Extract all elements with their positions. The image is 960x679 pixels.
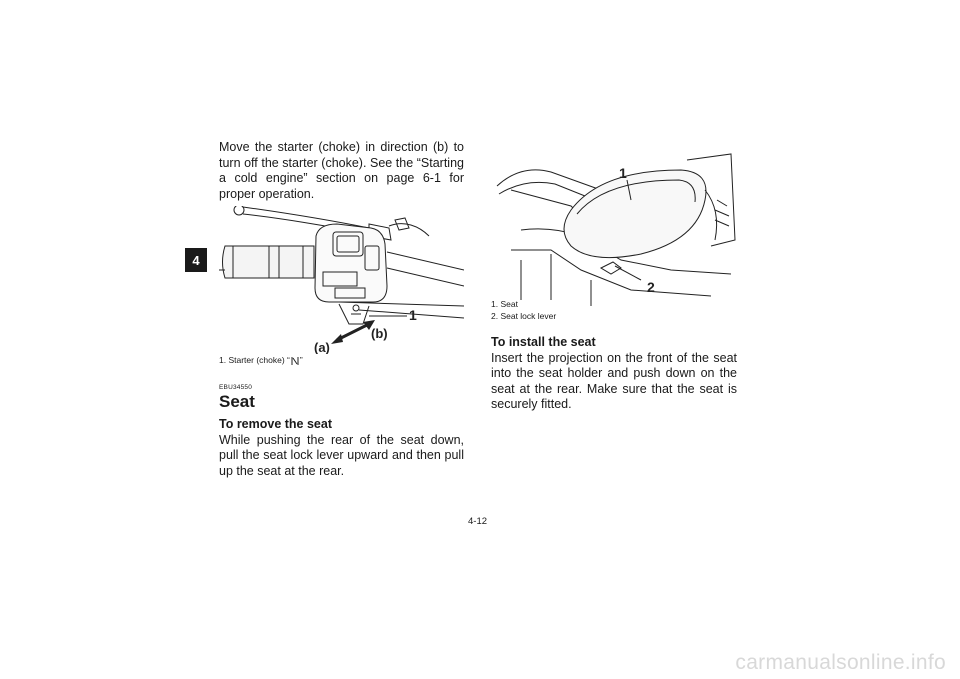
seat-callout-2: 2	[647, 279, 655, 295]
seat-illustration	[491, 150, 737, 310]
remove-seat-section	[219, 417, 464, 479]
remove-seat-text: While pushing the rear of the seat down, pull the seat lock lever upward and then pull up the seat at the rear.	[219, 432, 464, 478]
callout-1: 1	[409, 307, 417, 323]
seat-captions	[491, 298, 556, 322]
remove-seat-heading: To remove the seat	[219, 417, 333, 431]
callout-b: (b)	[371, 326, 388, 341]
seat-callout-1: 1	[619, 165, 627, 181]
caption-seat: 1. Seat	[491, 299, 518, 309]
figure-caption-starter: 1. Starter (choke) “ ”	[219, 355, 303, 365]
caption-seat-lock-lever: 2. Seat lock lever	[491, 311, 557, 321]
starter-instruction-text: Move the starter (choke) in direction (b) to turn off the starter (choke). See the “Starting a cold engine” section on page 6-1 for proper operation.	[219, 140, 464, 201]
left-column	[219, 140, 464, 478]
install-seat-heading: To install the seat	[491, 335, 596, 349]
install-seat-section	[491, 335, 737, 413]
chapter-tab: 4	[185, 248, 207, 272]
watermark: carmanualsonline.info	[735, 651, 946, 674]
page-number: 4-12	[468, 516, 488, 527]
section-code: EBU34550	[219, 384, 253, 391]
callout-a: (a)	[314, 340, 330, 354]
handlebar-choke-illustration	[219, 206, 464, 354]
install-seat-text: Insert the projection on the front of the seat into the seat holder and push down on the seat at the rear. Make sure that the seat is securely fitted.	[491, 350, 737, 411]
choke-symbol-icon	[290, 356, 300, 366]
section-title: Seat	[219, 392, 255, 411]
